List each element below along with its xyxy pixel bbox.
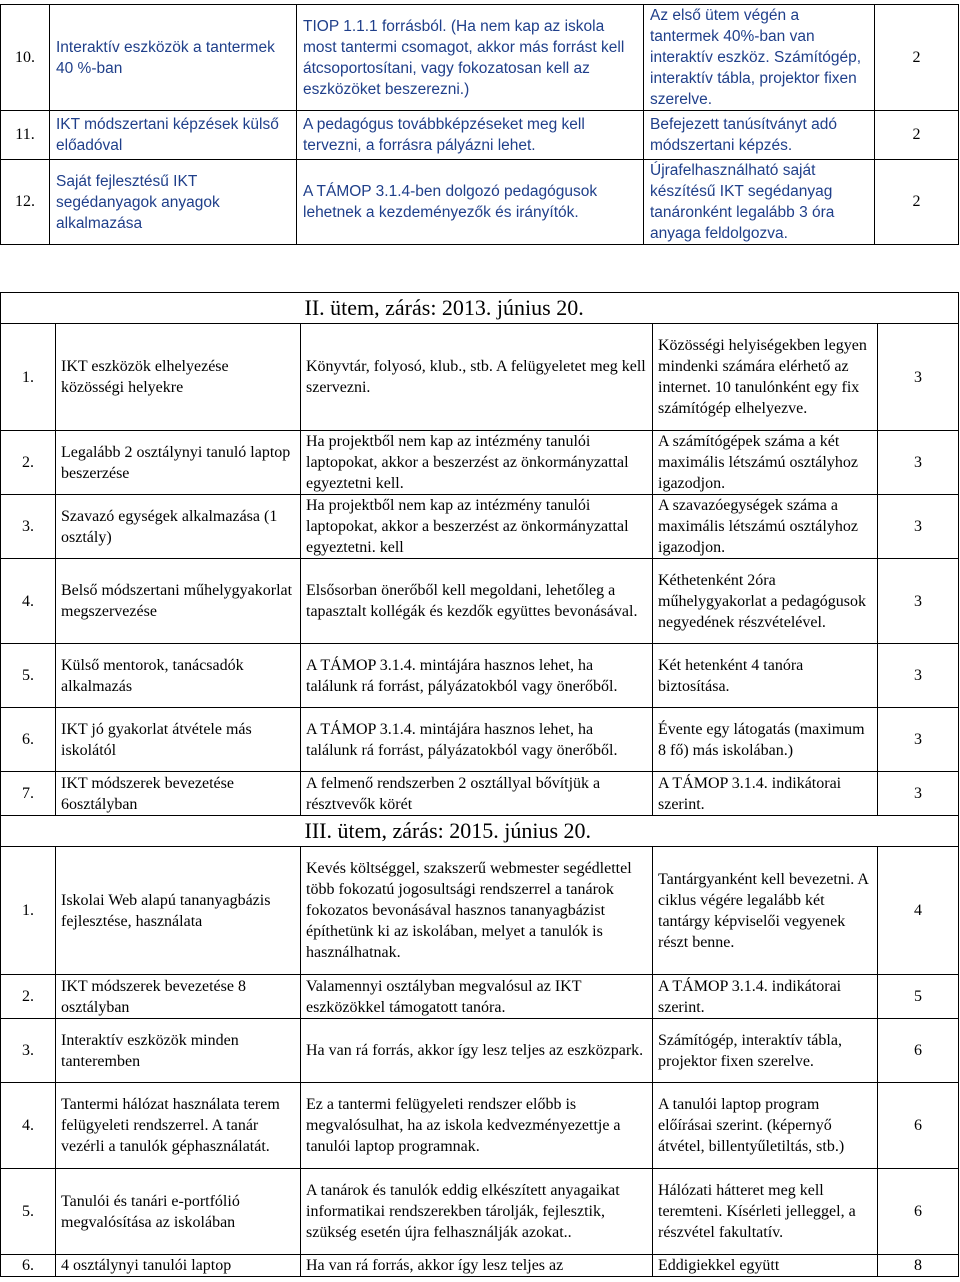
table-row bbox=[1, 495, 959, 559]
table-row bbox=[1, 160, 959, 245]
method-cell: TIOP 1.1.1 forrásból. (Ha nem kap az iskola most tantermi csomagot, akkor más forrást kell átcsoportosítani, vagy fokozatosan kell az eszközöket beszerezni.) bbox=[297, 5, 644, 111]
row-number: 10. bbox=[1, 5, 50, 111]
goal-cell: Tantermi hálózat használata terem felügyeleti rendszerrel. A tanár vezérli a tanulók géphasználatát. bbox=[56, 1083, 301, 1169]
method-cell: Ha projektből nem kap az intézmény tanulói laptopokat, akkor a beszerzést az önkormányzattal egyeztetni kell. bbox=[301, 431, 653, 495]
indicator-cell: Tantárgyanként kell bevezetni. A ciklus végére legalább két tantárgy képviselői vegyenek részt benne. bbox=[653, 847, 878, 975]
score-cell: 3 bbox=[878, 772, 959, 816]
score-cell: 6 bbox=[878, 1083, 959, 1169]
goal-cell: IKT módszerek bevezetése 6osztályban bbox=[56, 772, 301, 816]
score-cell: 2 bbox=[875, 160, 959, 245]
row-number: 5. bbox=[1, 1169, 56, 1255]
phase2-header-row bbox=[1, 293, 959, 324]
goal-cell: Saját fejlesztésű IKT segédanyagok anyagok alkalmazása bbox=[50, 160, 297, 245]
row-number: 12. bbox=[1, 160, 50, 245]
goal-cell: Interaktív eszközök minden tanteremben bbox=[56, 1019, 301, 1083]
score-cell: 3 bbox=[878, 644, 959, 708]
table-row bbox=[1, 644, 959, 708]
table-row bbox=[1, 431, 959, 495]
method-cell: Valamennyi osztályban megvalósul az IKT eszközökkel támogatott tanóra. bbox=[301, 975, 653, 1019]
score-cell: 3 bbox=[878, 431, 959, 495]
indicator-cell: Évente egy látogatás (maximum 8 fő) más iskolában.) bbox=[653, 708, 878, 772]
table-row bbox=[1, 559, 959, 644]
goal-cell: 4 osztálynyi tanulói laptop bbox=[56, 1255, 301, 1277]
method-cell: Ha van rá forrás, akkor így lesz teljes az bbox=[301, 1255, 653, 1277]
indicator-cell: A számítógépek száma a két maximális létszámú osztályhoz igazodjon. bbox=[653, 431, 878, 495]
goal-cell: IKT jó gyakorlat átvétele más iskolától bbox=[56, 708, 301, 772]
indicator-cell: Eddigiekkel együtt bbox=[653, 1255, 878, 1277]
table-row bbox=[1, 324, 959, 431]
indicator-cell: Az első ütem végén a tantermek 40%-ban van interaktív eszköz. Számítógép, interaktív tábla, projektor fixen szerelve. bbox=[644, 5, 875, 111]
score-cell: 3 bbox=[878, 495, 959, 559]
row-number: 4. bbox=[1, 1083, 56, 1169]
row-number: 3. bbox=[1, 1019, 56, 1083]
score-cell: 2 bbox=[875, 5, 959, 111]
phase2-3-table bbox=[0, 292, 959, 1277]
indicator-cell: Hálózati hátteret meg kell teremteni. Kísérleti jelleggel, a részvétel fakultatív. bbox=[653, 1169, 878, 1255]
method-cell: Kevés költséggel, szakszerű webmester segédlettel több fokozatú jogosultsági rendszerrel a tanárok fokozatos bevonásával hasznos tananyagbázist építhetünk ki az iskolában, melyet a tanulók is használhatnak. bbox=[301, 847, 653, 975]
indicator-cell: A tanulói laptop program előírásai szerint. (képernyő átvétel, billentyűletiltás, stb.) bbox=[653, 1083, 878, 1169]
goal-cell: Belső módszertani műhelygyakorlat megszervezése bbox=[56, 559, 301, 644]
method-cell: A TÁMOP 3.1.4-ben dolgozó pedagógusok lehetnek a kezdeményezők és irányítók. bbox=[297, 160, 644, 245]
goal-cell: Legalább 2 osztálynyi tanuló laptop beszerzése bbox=[56, 431, 301, 495]
indicator-cell: Újrafelhasználható saját készítésű IKT segédanyag tanáronként legalább 3 óra anyaga feldolgozva. bbox=[644, 160, 875, 245]
phase3-title: III. ütem, zárás: 2015. június 20. bbox=[301, 816, 878, 847]
indicator-cell: A TÁMOP 3.1.4. indikátorai szerint. bbox=[653, 772, 878, 816]
goal-cell: Tanulói és tanári e-portfólió megvalósítása az iskolában bbox=[56, 1169, 301, 1255]
indicator-cell: Közösségi helyiségekben legyen mindenki számára elérhető az internet. 10 tanulónként egy fix számítógép elhelyezve. bbox=[653, 324, 878, 431]
table-row bbox=[1, 111, 959, 160]
table-row bbox=[1, 708, 959, 772]
score-cell: 3 bbox=[878, 324, 959, 431]
phase1-continuation-table bbox=[0, 4, 959, 245]
indicator-cell: Két hetenként 4 tanóra biztosítása. bbox=[653, 644, 878, 708]
score-cell: 6 bbox=[878, 1019, 959, 1083]
phase2-title: II. ütem, zárás: 2013. június 20. bbox=[301, 293, 878, 324]
goal-cell: IKT módszerek bevezetése 8 osztályban bbox=[56, 975, 301, 1019]
table-row bbox=[1, 772, 959, 816]
method-cell: A tanárok és tanulók eddig elkészített anyagaikat informatikai rendszerekben tárolják, fejlesztik, szükség esetén újra felhasználják azokat.. bbox=[301, 1169, 653, 1255]
score-cell: 6 bbox=[878, 1169, 959, 1255]
row-number: 6. bbox=[1, 1255, 56, 1277]
goal-cell: Iskolai Web alapú tananyagbázis fejlesztése, használata bbox=[56, 847, 301, 975]
goal-cell: IKT eszközök elhelyezése közösségi helyekre bbox=[56, 324, 301, 431]
goal-cell: Szavazó egységek alkalmazása (1 osztály) bbox=[56, 495, 301, 559]
goal-cell: IKT módszertani képzések külső előadóval bbox=[50, 111, 297, 160]
row-number: 1. bbox=[1, 324, 56, 431]
table-row bbox=[1, 1083, 959, 1169]
row-number: 6. bbox=[1, 708, 56, 772]
row-number: 7. bbox=[1, 772, 56, 816]
row-number: 2. bbox=[1, 431, 56, 495]
row-number: 5. bbox=[1, 644, 56, 708]
row-number: 2. bbox=[1, 975, 56, 1019]
score-cell: 2 bbox=[875, 111, 959, 160]
table-row bbox=[1, 1169, 959, 1255]
row-number: 4. bbox=[1, 559, 56, 644]
indicator-cell: A TÁMOP 3.1.4. indikátorai szerint. bbox=[653, 975, 878, 1019]
method-cell: A TÁMOP 3.1.4. mintájára hasznos lehet, ha találunk rá forrást, pályázatokból vagy önerőből. bbox=[301, 708, 653, 772]
phase3-header-row bbox=[1, 816, 959, 847]
score-cell: 5 bbox=[878, 975, 959, 1019]
table-row bbox=[1, 847, 959, 975]
score-cell: 3 bbox=[878, 708, 959, 772]
method-cell: A felmenő rendszerben 2 osztállyal bővítjük a résztvevők körét bbox=[301, 772, 653, 816]
row-number: 3. bbox=[1, 495, 56, 559]
indicator-cell: Számítógép, interaktív tábla, projektor fixen szerelve. bbox=[653, 1019, 878, 1083]
table-row bbox=[1, 975, 959, 1019]
score-cell: 3 bbox=[878, 559, 959, 644]
indicator-cell: Kéthetenként 2óra műhelygyakorlat a pedagógusok negyedének részvételével. bbox=[653, 559, 878, 644]
score-cell: 8 bbox=[878, 1255, 959, 1277]
indicator-cell: Befejezett tanúsítványt adó módszertani képzés. bbox=[644, 111, 875, 160]
score-cell: 4 bbox=[878, 847, 959, 975]
method-cell: Könyvtár, folyosó, klub., stb. A felügyeletet meg kell szervezni. bbox=[301, 324, 653, 431]
goal-cell: Interaktív eszközök a tantermek 40 %-ban bbox=[50, 5, 297, 111]
row-number: 1. bbox=[1, 847, 56, 975]
table-row bbox=[1, 5, 959, 111]
method-cell: Elsősorban önerőből kell megoldani, lehetőleg a tapasztalt kollégák és kezdők együttes bevonásával. bbox=[301, 559, 653, 644]
method-cell: A TÁMOP 3.1.4. mintájára hasznos lehet, ha találunk rá forrást, pályázatokból vagy önerőből. bbox=[301, 644, 653, 708]
method-cell: A pedagógus továbbképzéseket meg kell tervezni, a forrásra pályázni lehet. bbox=[297, 111, 644, 160]
method-cell: Ha projektből nem kap az intézmény tanulói laptopokat, akkor a beszerzést az önkormányzattal egyeztetni. kell bbox=[301, 495, 653, 559]
table-row bbox=[1, 1019, 959, 1083]
indicator-cell: A szavazóegységek száma a maximális létszámú osztályhoz igazodjon. bbox=[653, 495, 878, 559]
method-cell: Ez a tantermi felügyeleti rendszer előbb is megvalósulhat, ha az iskola kedvezményezettje a tanulói laptop programnak. bbox=[301, 1083, 653, 1169]
goal-cell: Külső mentorok, tanácsadók alkalmazás bbox=[56, 644, 301, 708]
table-row bbox=[1, 1255, 959, 1277]
method-cell: Ha van rá forrás, akkor így lesz teljes az eszközpark. bbox=[301, 1019, 653, 1083]
row-number: 11. bbox=[1, 111, 50, 160]
